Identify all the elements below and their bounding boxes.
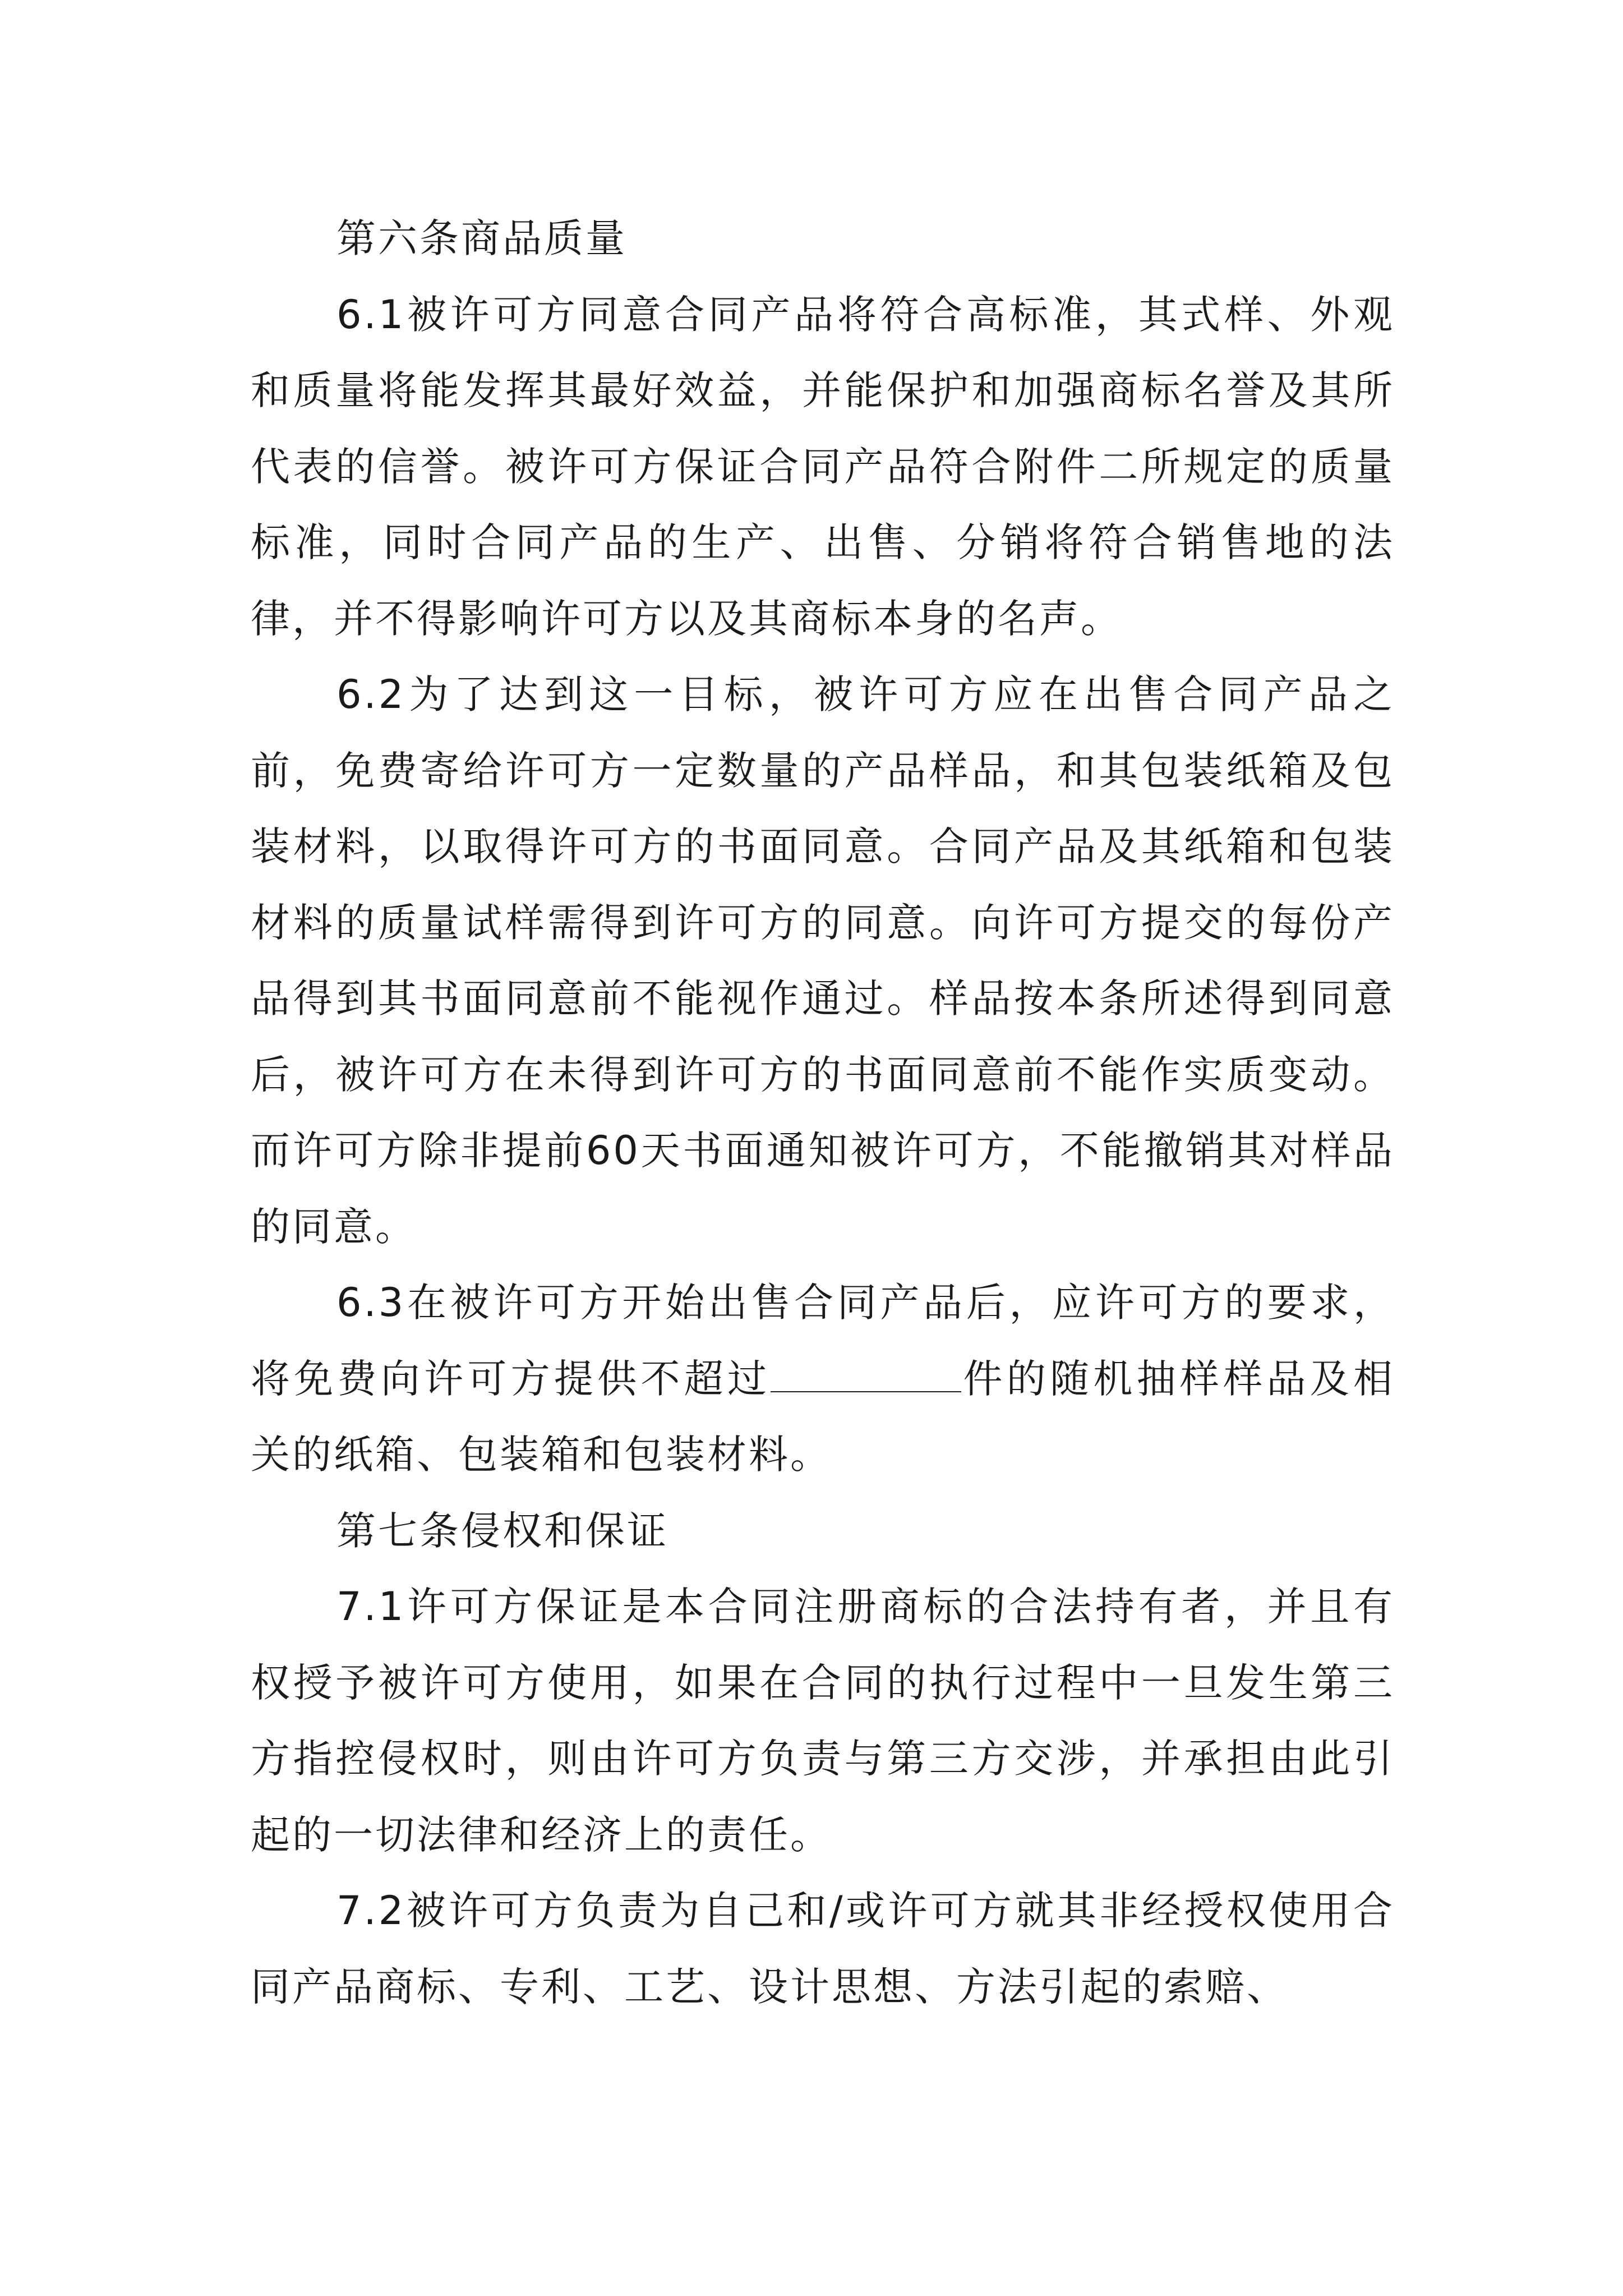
clause-7-2: 7.2被许可方负责为自己和/或许可方就其非经授权使用合同产品商标、专利、工艺、设计思想、方法引起的索赔、 <box>251 1888 1395 2010</box>
article-6-heading: 第六条商品质量 <box>336 215 627 261</box>
clause-6-3 <box>251 1265 1395 1493</box>
clause-6-3-text-after: 件的随机抽样样品及相关的纸箱、包装箱和包装材料。 <box>251 1355 1395 1478</box>
clause-6-3-text-before: 6.3在被许可方开始出售合同产品后，应许可方的要求，将免费向许可方提供不超过 <box>251 1280 1395 1402</box>
clause-7-1: 7.1许可方保证是本合同注册商标的合法持有者，并且有权授予被许可方使用，如果在合同的执行过程中一旦发生第三方指控侵权时，则由许可方负责与第三方交涉，并承担由此引起的一切法律和经济上的责任。 <box>251 1584 1395 1858</box>
document-body <box>251 201 1395 2025</box>
fill-in-blank <box>771 1358 961 1392</box>
clause-6-2: 6.2为了达到这一目标，被许可方应在出售合同产品之前，免费寄给许可方一定数量的产品样品，和其包装纸箱及包装材料，以取得许可方的书面同意。合同产品及其纸箱和包装材料的质量试样需得到许可方的同意。向许可方提交的每份产品得到其书面同意前不能视作通过。样品按本条所述得到同意后，被许可方在未得到许可方的书面同意前不能作实质变动。而许可方除非提前60天书面通知被许可方，不能撤销其对样品的同意。 <box>251 671 1395 1250</box>
clause-6-1: 6.1被许可方同意合同产品将符合高标准，其式样、外观和质量将能发挥其最好效益，并能保护和加强商标名誉及其所代表的信誉。被许可方保证合同产品符合附件二所规定的质量标准，同时合同产品的生产、出售、分销将符合销售地的法律，并不得影响许可方以及其商标本身的名声。 <box>251 291 1395 642</box>
article-7-heading: 第七条侵权和保证 <box>336 1507 668 1554</box>
